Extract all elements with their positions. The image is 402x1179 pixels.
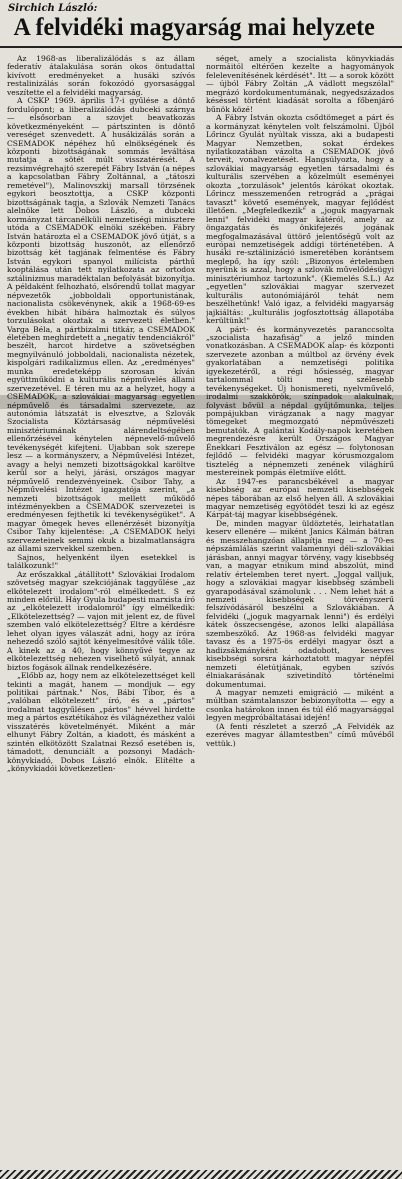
right-column — [206, 55, 394, 1173]
paragraph: Az erőszakkal „átállított" Szlovákiai Irodalom szövetség magyar szekciójának taggyűlése „az elkötelezett irodalom"-ról elmélkedett. S ez minden előrül. Háy Gyula budapesti marxista író az „elkötelezett irodalomról" így elmélkedik: „Elkötelezettség? — vajon mit jelent ez, de füvel szemben való elkötelezettség? Eltre a kérdésre lehet olyan igyes válaszát adni, hogy az íróra nehezedő szóló sajtót kényelmesítővé válik tőle. A kinek az a 40, hogy könnyűvé tegye az elkötelezettség nehezen viselhető súlyát, annak biztos fogások állnak rendelkezésére. — [7, 569, 195, 672]
paragraph: (A fenti részletet a szerző „A Felvidék az ezeréves magyar államtestben" című művéből vettük.) — [206, 721, 394, 748]
left-column — [7, 55, 195, 1173]
paragraph: De, minden magyar üldöztetés, leirhatatlan keserv ellenére — miként Janics Kálmán bátran és messzehangzóan állapítja meg — a 70-es népszámlálás szerint valamennyi déli-szlovákiai járásban, annyi magyar törvény, vagy kisebbség van, a magyar etnikum mind abszolút, mind relatív értelemben teret nyert. „Joggal valljuk, hogy a szlovákiai magyar kisebbség számbeli gyarapodásával számolunk . . . Nem lehet hát a nemzeti kisebbségek törvényszerű felszívódásáról beszélni a Szlovákiában. A felvidéki („joguk magyarnak lenni") és erdélyi kátek összecsengése, azonos lelki alapállása szembeszökő. Az 1968-as felvidéki magyar tavasz és a 1975-ös erdélyi magyar öszt a hadizsákmányként odadobott, keserves kisebbségi sorsra kárhoztatott magyar népfél nemzeti életútjának, egyben szívós élniakarásának szivetindító történelmi dokumentumai. — [206, 518, 394, 689]
paragraph: „Előbb az, hogy nem az elkötelezettséget kell tekinti a magát, hanem — mondjuk — egy politikai pártnak." Nos, Bábi Tibor, és a „valóban elkötelezett" író, és a „pártos" irodalmat taggyűlésen „pártos" hévvel hirdette meg a pártos esztétikához és világnézethez valói visszatérés követelményét. Miként a már elhunyt Fábry Zoltán, a kiadott, és másként a szintén elkötözött Szalatnai Rezső esetében is, támadott, denunciált a pozsonyi Madách-könyvkiadó, Dobos László elnök. Elítélte a „könyvkiadói következetlen- — [7, 671, 195, 774]
paragraph: A CSKP 1969. április 17-i gyűlése a döntő fordulópont; a liberalizálódás dubceki szárnya — elsősorban a szovjet beavatkozás következményeként — pártszinten is döntő vereséget szenvedett. A husákizálás során a CSEMADOK népéhez hű elnökségének és központi bizottságának sommás leváltása mutatja a sötét múlt visszatérését. A rezsimvégrehajtó szerepét Fábry István (a népes a kapcsolatban Fábry Zoltánnal, a „tátoszi remetével"), Malinovszkij marsall törzsének egykori beosztottja, a CSKP központi bizottságának tagja, a Szlovák Nemzeti Tanács alelnöke lett Dobos László, a dubceki kormányzat tárcanélküli nemzetiségi minisztere utóda a CSEMADOK elnöki székében. Fábry István határozta el a CSEMADOK jövő útját, s a központi bizottság huszonöt, az ellenőrző bizottság két tagjának felmentése és Fábry István egykori spanyol milícista párthű kooptálása után tett nyilatkozata az ortodox sztálinizmus maradéktalan befolyását bizonyítja. A példaként felhozható, elsőrendű tollat magyar népvezetők „jobboldali opportunistának, nacionalista csökevénynek, akik a 1968-69-es években hibát hibára halmoztak és súlyos torzulásokat okoztak a szervezeti életben." Varga Béla, a pártbizalmi titkár, a CSEMADOK életében meghirdetett a „negatív tendenciákról" beszélt, harcot hirdetve a szövetségben megnyilvánuló jobboldali, nacionalista nézetek, kispolgári radikalizmus ellen. Az „eredményes" munka eredeteképp szorosan kíván együttműködni a kulturális népművelés állami szervezetével. E téren mu az a helyzet, hogy a CSEMADOK, a szlovákiai magyarság egyetlen népművelő és társadalmi szervezete, az autonómia látszatát is elvesztve, a Szlovák Szocialista Köztársaság népművelési minisztériumának alárendeltségében ellenőrzésével kénytelen népnevelő-művelő tevékenységét kifejteni. Ujabban sok szerepe lesz — a kormányszerv, a Népművelési Intézet, avagy a helyi nemzeti bizottságokkal karöltve kerül sor a helyi, járási, országos magyar népművelő rendezvényeinek. Csibor Tahy, a Népművelési Intézet igazgatója szerint, „a nemzeti bizottságok mellett működő intézményekben a CSEMADOK szervezetei is eredményesen fejthetik ki tevékenységüket". A magyar ömegek heves ellenérzését bizonyítja Csibor Tahy kijelentése: „A CSEMADOK helyi szervezeteinek semmi okuk a bizalmatlanságra az állami szervekkel szemben. — [7, 96, 195, 554]
paragraph: Az 1947-es parancsbékével a magyar kisebbség az európai nemzeti kisebbségek népes táborában az első helyen áll. A szlovákiai magyar nemzetiség egyötödét teszi ki az egész Kárpát-táj magyar kisebbségének. — [206, 476, 394, 520]
paragraph: A magyar nemzeti emigráció — miként a múltban számtalanszor bebizonyította — egy a csonka határokon innen és túl élő magyarsággal legyen megpróbáltatásai idején! — [206, 687, 394, 723]
title-rule — [0, 46, 402, 48]
paragraph: Sajnos, helyenként ilyen esetekkel is találkozunk!" — [7, 552, 195, 571]
paragraph: Az 1968-as liberalizálódás s az állam federatív átalakulása során okos öntudattal kivívott eredményeket a husáki szívós restalinizálás során fokozódó gyorsasággal veszítette el a felvidéki magyarság. — [7, 55, 195, 97]
article-author: Sirchich László: — [8, 3, 98, 14]
paragraph: séget, amely a szocialista könyvkiadás normáitól eltérően kezelte a hagyományok felelevenítésének kérdését". Itt — a sorok között — újból Fábry Zoltán „A vádlott megszólal" megrázó kordokumentumának, negyedszázados késéssel történt kiadását sorolta a főbenjáró bűnök közé! — [206, 55, 394, 114]
paragraph: A párt- és kormányvezetés paranccsolta „szocialista hazafiság" a jelző minden vonatkozásban. A CSEMADOK alap- és központi szervezete azonban a múltbol az örvény évek gyakorlatában a nemzetiségi politika igyekezetéről, a régi hősiesség, magyar tartalommal tölti meg szélesebb tevékenységeket. Új honismereti, nyelvművelő, irodalmi szakkörök, színpadok alakulnak, folyvást bővül a népdal gyűjtőmunka, teljes pompájukban virágzanak a nagy magyar tömegeket megmozgató népművészeti bemutatók. A galántai Kodály-napok keretében megrendezésre került Országos Magyar Énekkari Fesztiválon az egész — folytonosan fejlődő — felvidéki magyar kórusmozgalom tisztelég a népnemzeti zenének világhírű mestereinek pompás életmiíve előtt. — [206, 324, 394, 478]
article-title: A felvidéki magyarság mai helyzete — [13, 14, 375, 41]
paragraph: A Fábry István okozta csődtömeget a párt és a kormányzat kénytelen volt felszámolni. Újból Lőrincz Gyulát nyúltak vissza, aki a budapesti Magyar Nemzetben, sokat érdekes nyilatkozatában vázolta a CSEMADOK jövő terveit, vonalvezetését. Hangsúlyozta, hogy a szlovákiai magyarság egyetlen társadalmi és kulturális szervében a közelmúlt eseményei okozta „torzulások" jelentős kárókat okoztak. Lőrincz messzemenően retrográd a „prágai tavaszt" követő események, magyar fejlődést illetően. „Megfeledkezik" a „joguk magyarnak lenni" felvidéki magyar kátéról, amely az öngazgatás és önkifejezés jogának megfogalmazásával üttörő jelentőségű volt az európai nemzetiségek addigi történetében. A husáki re-sztálinizáció ismeretében korántsem meglepő, ha így szól: „Bizonyos értelemben nyerünk is azzal, hogy a szlovák művelődésügyi minisztériumhoz tartozunk". (Kiemelés S.L.) Az „egyetlen" szlovákiai magyar szervezet kulturális autonómiájáról tehát nem beszélhetünk! Való igaz, a felvidéki magyarság jajkiáltás: „kulturális jogfosztottság állapotába kerültünk!" — [206, 113, 394, 326]
bottom-ornament — [0, 1170, 402, 1179]
